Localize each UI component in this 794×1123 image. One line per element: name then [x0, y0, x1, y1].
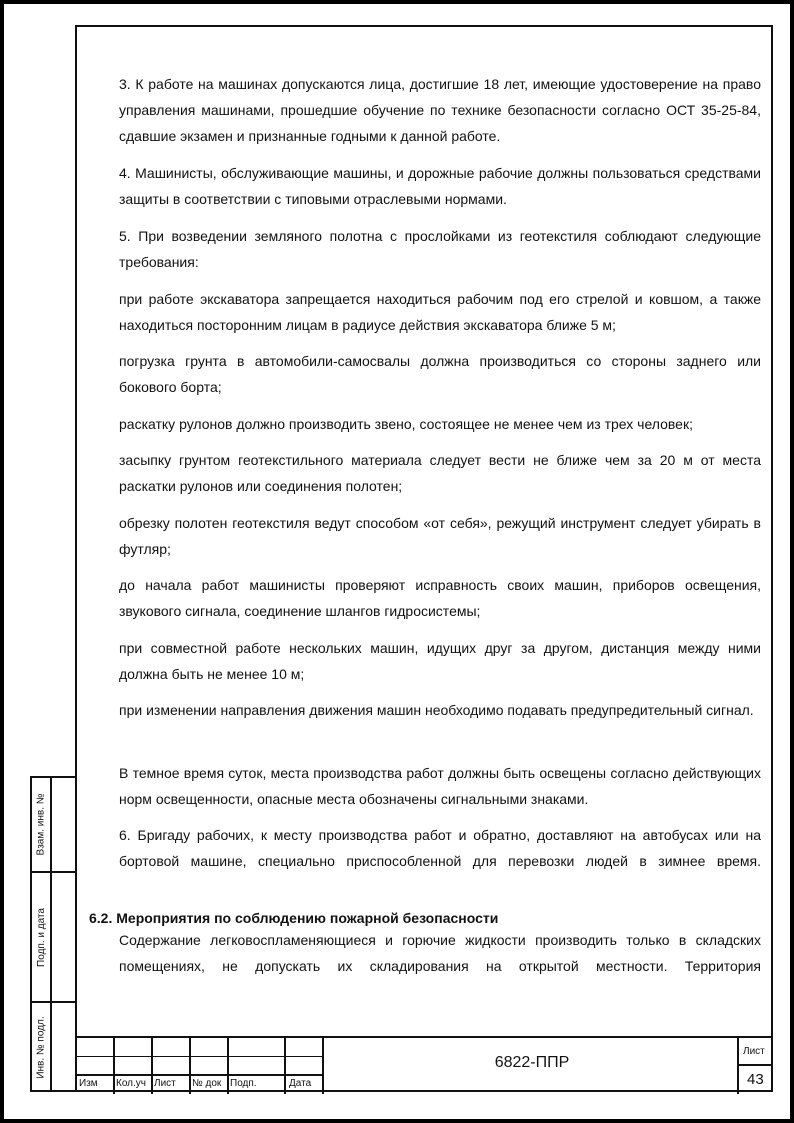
column-label: № док — [192, 1078, 222, 1089]
side-stamp-cell: Взам. инв. № — [35, 793, 47, 856]
paragraph: В темное время суток, места производства работ должны быть освещены согласно действующих норм освещенности, опасные места обозначены сигнальными знаками. — [119, 765, 761, 807]
section-paragraph: Содержание легковоспламеняющиеся и горючие жидкости производить только в складских помещениях, не допускать их складирования на открытой местности. Территория — [119, 932, 761, 974]
document-code: 6822-ППР — [494, 1054, 570, 1071]
paragraph: 4. Машинисты, обслуживающие машины, и дорожные рабочие должны пользоваться средствами защиты в соответствии с типовыми отраслевыми нормами. — [119, 165, 761, 207]
column-label: Подп. — [230, 1078, 257, 1089]
paragraph: 5. При возведении земляного полотна с прослойками из геотекстиля соблюдают следующие требования: — [119, 228, 761, 270]
paragraph: до начала работ машинисты проверяют исправность своих машин, приборов освещения, звукового сигнала, соединение шлангов гидросистемы; — [119, 577, 761, 619]
paragraph: раскатку рулонов должно производить звено, состоящее не менее чем из трех человек; — [119, 416, 693, 432]
section-heading: 6.2. Мероприятия по соблюдению пожарной безопасности — [89, 910, 499, 926]
paragraph: погрузка грунта в автомобили-самосвалы должна производиться со стороны заднего или бокового борта; — [119, 353, 761, 395]
column-label: Кол.уч — [116, 1078, 146, 1089]
title-block — [75, 1036, 773, 1094]
paragraph: 3. К работе на машинах допускаются лица, достигшие 18 лет, имеющие удостоверение на право управления машинами, прошедшие обучение по технике безопасности согласно ОСТ 35-25-84, сдавшие экзамен и признанные годными к данной работе. — [119, 76, 761, 144]
side-stamp-cell: Инв. № подл. — [35, 1016, 47, 1079]
paragraph: 6. Бригаду рабочих, к месту производства работ и обратно, доставляют на автобусах или на бортовой машине, специально приспособленной для перевозки людей в зимнее время. — [119, 827, 761, 869]
paragraph: при работе экскаватора запрещается находиться рабочим под его стрелой и ковшом, а также находиться посторонним лицам в радиусе действия экскаватора ближе 5 м; — [119, 291, 761, 333]
paragraph: при изменении направления движения машин необходимо подавать предупредительный сигнал. — [119, 702, 754, 718]
paragraph: засыпку грунтом геотекстильного материала следует вести не ближе чем за 20 м от места раскатки рулонов или соединения полотен; — [119, 452, 761, 494]
column-label: Лист — [154, 1078, 176, 1089]
sheet-number: 43 — [747, 1071, 764, 1088]
document-page — [4, 4, 790, 1119]
paragraph: обрезку полотен геотекстиля ведут способом «от себя», режущий инструмент следует убирать в футляр; — [119, 515, 761, 557]
sheet-label: Лист — [743, 1046, 765, 1057]
side-stamp — [30, 776, 75, 1092]
column-label: Изм — [79, 1078, 98, 1089]
column-label: Дата — [289, 1078, 312, 1089]
side-stamp-cell: Подп. и дата — [35, 907, 47, 967]
paragraph: при совместной работе нескольких машин, идущих друг за другом, дистанция между ними должна быть не менее 10 м; — [119, 640, 761, 682]
